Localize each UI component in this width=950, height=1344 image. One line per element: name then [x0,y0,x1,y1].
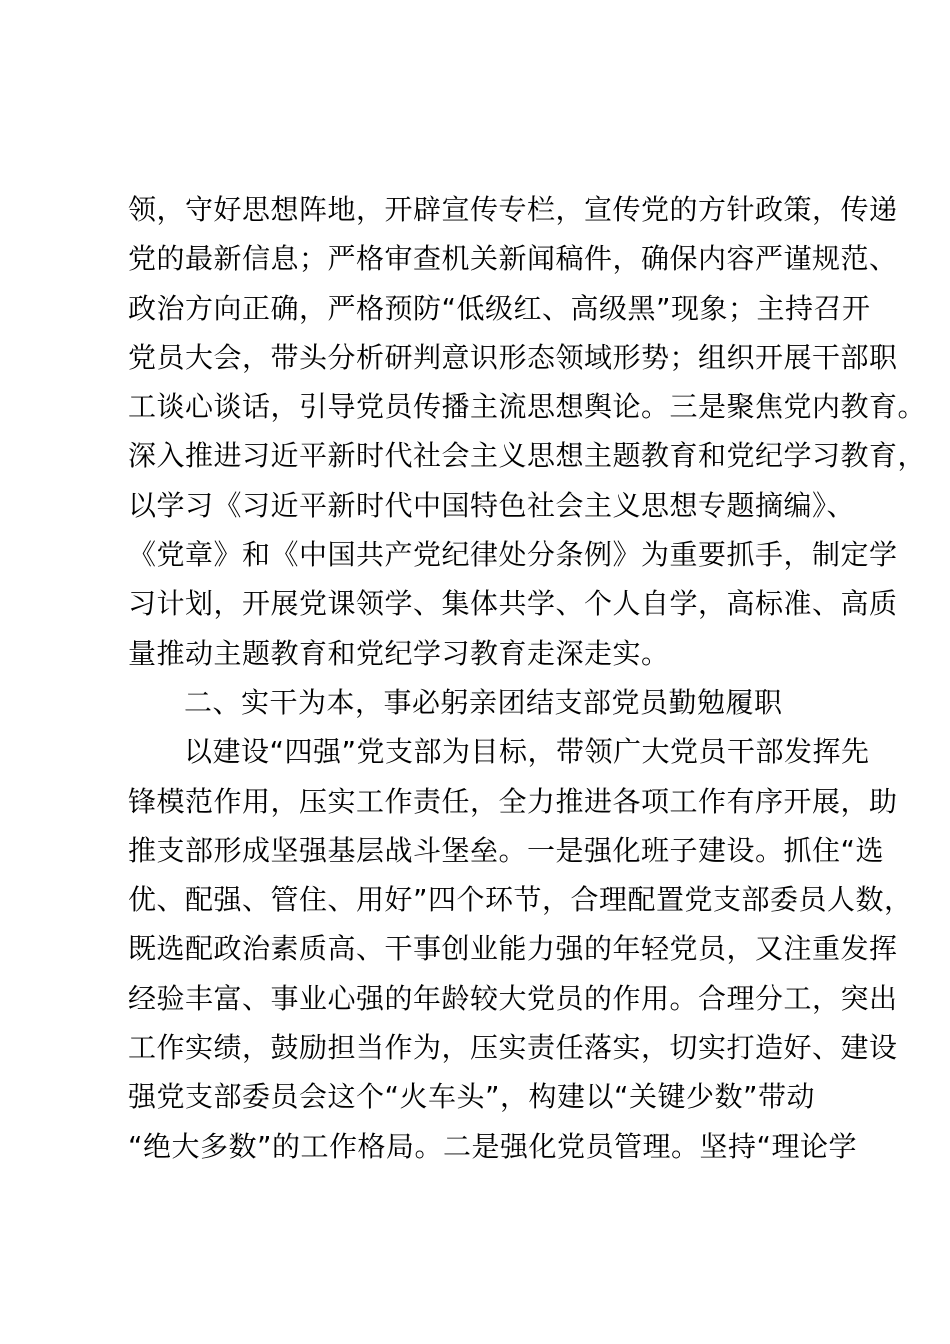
text-line: 强党支部委员会这个“火车头”，构建以“关键少数”带动 [128,1080,816,1114]
text-line: 推支部形成坚强基层战斗堡垒。一是强化班子建设。抓住“选 [128,833,885,867]
text-line: 深入推进习近平新时代社会主义思想主题教育和党纪学习教育， [128,439,927,473]
text-line: 优、配强、管住、用好”四个环节，合理配置党支部委员人数， [128,883,913,917]
text-line: “绝大多数”的工作格局。二是强化党员管理。坚持“理论学 [128,1129,858,1163]
text-line: 以建设“四强”党支部为目标，带领广大党员干部发挥先 [184,735,870,769]
text-line: 习计划，开展党课领学、集体共学、个人自学，高标准、高质 [128,587,898,621]
section-heading: 二、实干为本，事必躬亲团结支部党员勤勉履职 [184,685,783,719]
text-line: 工谈心谈话，引导党员传播主流思想舆论。三是聚焦党内教育。 [128,390,927,424]
text-line: 以学习《习近平新时代中国特色社会主义思想专题摘编》、 [128,488,856,522]
body-text [128,185,927,1171]
text-line: 经验丰富、事业心强的年龄较大党员的作用。合理分工，突出 [128,981,898,1015]
text-line: 工作实绩，鼓励担当作为，压实责任落实，切实打造好、建设 [128,1031,898,1065]
text-line: 政治方向正确，严格预防“低级红、高级黑”现象；主持召开 [128,291,871,325]
text-line: 领，守好思想阵地，开辟宣传专栏，宣传党的方针政策，传递 [128,193,898,226]
text-line: 《党章》和《中国共产党纪律处分条例》为重要抓手，制定学 [128,538,898,572]
text-line: 既选配政治素质高、干事创业能力强的年轻党员，又注重发挥 [128,932,898,966]
text-line: 量推动主题教育和党纪学习教育走深走实。 [128,636,670,670]
text-line: 党员大会，带头分析研判意识形态领域形势；组织开展干部职 [128,340,898,374]
text-line: 党的最新信息；严格审查机关新闻稿件，确保内容严谨规范、 [128,242,898,276]
text-line: 锋模范作用，压实工作责任，全力推进各项工作有序开展，助 [128,784,898,818]
